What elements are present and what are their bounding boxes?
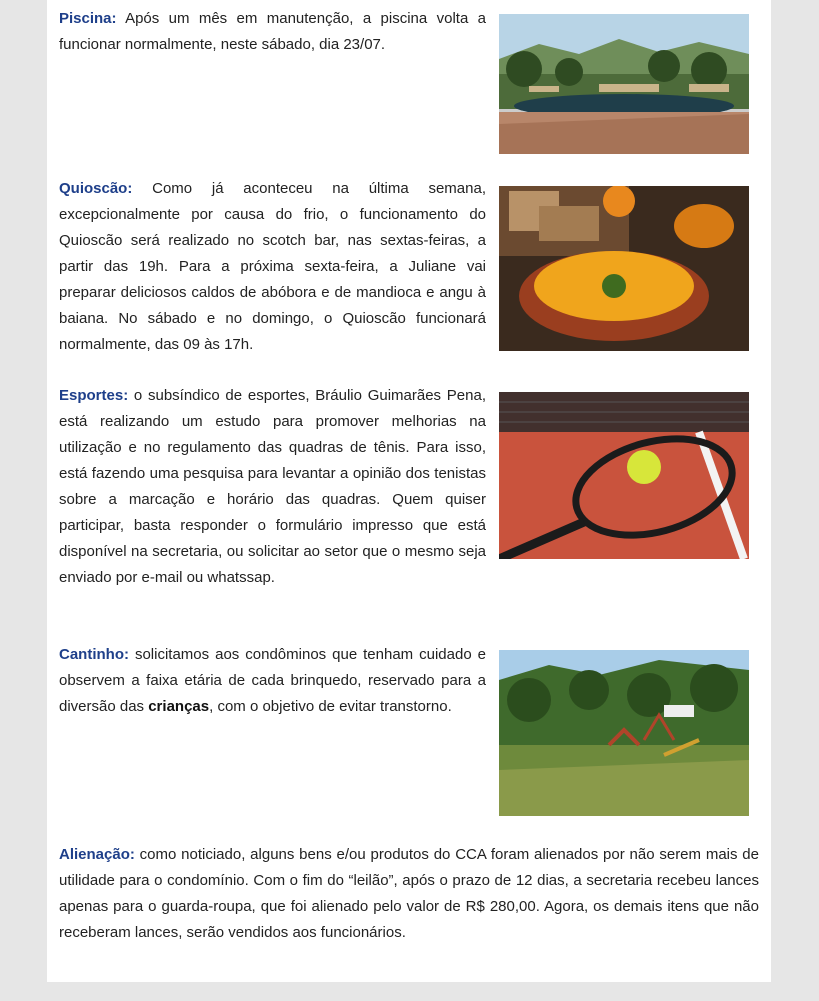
pool-photo <box>499 14 749 154</box>
article-alienacao-label: Alienação: <box>59 846 135 863</box>
article-quioscao-label: Quioscão: <box>59 180 133 197</box>
tennis-photo <box>499 392 749 559</box>
playground-photo <box>499 650 749 816</box>
article-esportes <box>59 383 759 618</box>
article-esportes-text: Esportes: o subsíndico de esportes, Bráulio Guimarães Pena, está realizando um estudo para promover melhorias na utilização e no regulamento das quadras de tênis. Para isso, está fazendo uma pesquisa para levantar a opinião dos tenistas sobre a marcação e horário das quadras. Quem quiser participar, basta responder o formulário impresso que está disponível na secretaria, ou solicitar ao setor que o mesmo seja enviado por e-mail ou whatssap. <box>59 387 486 586</box>
article-cantinho-text: Cantinho: solicitamos aos condôminos que tenham cuidado e observem a faixa etária de cada brinquedo, reservado para a diversão das crianças, com o objetivo de evitar transtorno. <box>59 646 486 715</box>
article-alienacao <box>59 842 759 972</box>
article-quioscao-text: Quioscão: Como já aconteceu na última semana, excepcionalmente por causa do frio, o funcionamento do Quioscão será realizado no scotch bar, nas sextas-feiras, a partir das 19h. Para a próxima sexta-feira, a Juliane vai preparar deliciosos caldos de abóbora e de mandioca e angu à baiana. No sábado e no domingo, o Quioscão funcionará normalmente, das 09 às 17h. <box>59 180 486 353</box>
article-piscina-label: Piscina: <box>59 10 117 27</box>
article-quioscao <box>59 176 759 356</box>
soup-photo <box>499 186 749 351</box>
article-cantinho-label: Cantinho: <box>59 646 129 663</box>
article-esportes-label: Esportes: <box>59 387 129 404</box>
article-piscina-text: Piscina: Após um mês em manutenção, a piscina volta a funcionar normalmente, neste sábado, dia 23/07. <box>59 10 486 53</box>
article-alienacao-text: Alienação: como noticiado, alguns bens e/ou produtos do CCA foram alienados por não serem mais de utilidade para o condomínio. Com o fim do “leilão”, após o prazo de 12 dias, a secretaria recebeu lances apenas para o guarda-roupa, que foi alienado pelo valor de R$ 280,00. Agora, os demais itens que não receberam lances, serão vendidos aos funcionários. <box>59 846 759 941</box>
article-piscina <box>59 6 759 156</box>
newsletter-content <box>47 0 771 982</box>
criancas-emphasis: crianças <box>148 698 210 715</box>
article-cantinho <box>59 642 759 822</box>
